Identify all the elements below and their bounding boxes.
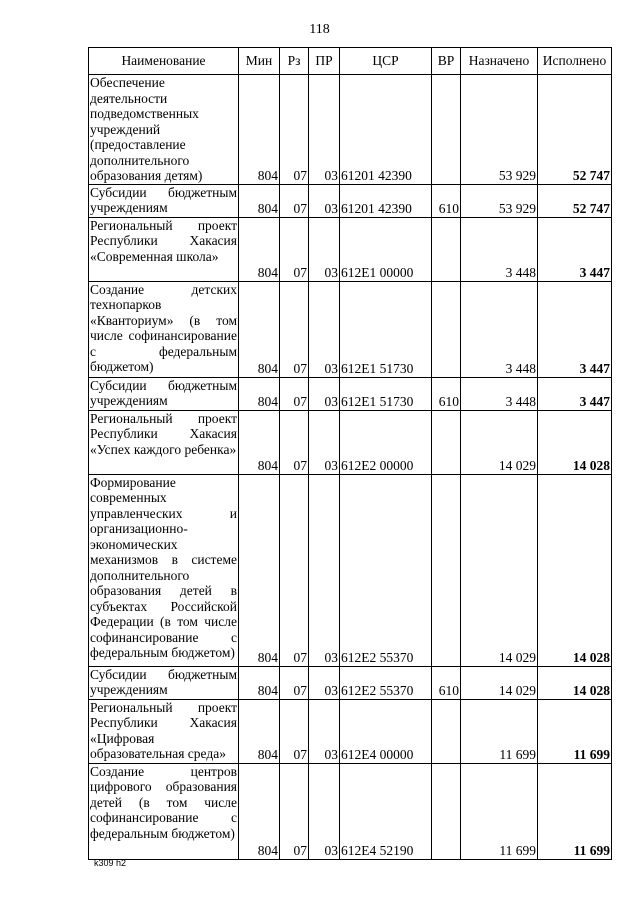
row-csr: 612Е4 00000 bbox=[340, 699, 432, 763]
header-csr: ЦСР bbox=[340, 48, 432, 75]
row-pr: 03 bbox=[309, 217, 340, 281]
row-pr: 03 bbox=[309, 75, 340, 185]
row-name: Субсидии бюджетным учреждениям bbox=[90, 666, 237, 697]
row-pr: 03 bbox=[309, 377, 340, 410]
row-pr: 03 bbox=[309, 184, 340, 217]
row-min: 804 bbox=[239, 666, 280, 699]
row-executed: 11 699 bbox=[538, 699, 612, 763]
row-vr: 610 bbox=[432, 184, 461, 217]
row-rz: 07 bbox=[280, 699, 309, 763]
row-rz: 07 bbox=[280, 281, 309, 377]
row-rz: 07 bbox=[280, 763, 309, 859]
row-assigned: 3 448 bbox=[461, 217, 538, 281]
row-assigned: 3 448 bbox=[461, 377, 538, 410]
table-row bbox=[89, 281, 612, 377]
row-name: Субсидии бюджетным учреждениям bbox=[90, 184, 237, 215]
row-executed: 3 447 bbox=[538, 281, 612, 377]
table-row bbox=[89, 377, 612, 410]
row-name: Региональный проект Республики Хакасия «Успех каждого ребенка» bbox=[89, 410, 239, 474]
row-vr bbox=[432, 474, 461, 666]
row-pr: 03 bbox=[309, 699, 340, 763]
row-vr bbox=[432, 410, 461, 474]
table-header-row bbox=[89, 48, 612, 75]
row-name: Региональный проект Республики Хакасия «Современная школа» bbox=[89, 217, 239, 281]
row-csr: 612Е1 51730 bbox=[340, 281, 432, 377]
row-csr: 612Е1 51730 bbox=[340, 377, 432, 410]
row-csr: 612Е2 55370 bbox=[340, 666, 432, 699]
row-pr: 03 bbox=[309, 666, 340, 699]
row-assigned: 11 699 bbox=[461, 699, 538, 763]
header-vr: ВР bbox=[432, 48, 461, 75]
row-executed: 3 447 bbox=[538, 377, 612, 410]
row-min: 804 bbox=[239, 281, 280, 377]
header-rz: Рз bbox=[280, 48, 309, 75]
row-vr bbox=[432, 217, 461, 281]
row-name: Субсидии бюджетным учреждениям bbox=[90, 377, 237, 408]
table-row bbox=[89, 184, 612, 217]
row-min: 804 bbox=[239, 763, 280, 859]
page-number: 118 bbox=[309, 22, 330, 37]
row-executed: 52 747 bbox=[538, 75, 612, 185]
document-code: k309 h2 bbox=[94, 858, 127, 868]
table-row bbox=[89, 410, 612, 474]
row-executed: 14 028 bbox=[538, 474, 612, 666]
budget-table bbox=[88, 47, 612, 860]
row-executed: 11 699 bbox=[538, 763, 612, 859]
row-csr: 612Е2 55370 bbox=[340, 474, 432, 666]
row-vr bbox=[432, 281, 461, 377]
row-csr: 612Е2 00000 bbox=[340, 410, 432, 474]
table-row bbox=[89, 699, 612, 763]
row-vr: 610 bbox=[432, 377, 461, 410]
row-name: Региональный проект Республики Хакасия «Цифровая образовательная среда» bbox=[90, 699, 237, 761]
row-assigned: 3 448 bbox=[461, 281, 538, 377]
row-rz: 07 bbox=[280, 75, 309, 185]
row-csr: 61201 42390 bbox=[340, 184, 432, 217]
header-min: Мин bbox=[239, 48, 280, 75]
row-min: 804 bbox=[239, 217, 280, 281]
row-min: 804 bbox=[239, 699, 280, 763]
row-pr: 03 bbox=[309, 474, 340, 666]
row-executed: 14 028 bbox=[538, 666, 612, 699]
row-assigned: 11 699 bbox=[461, 763, 538, 859]
table-row bbox=[89, 474, 612, 666]
header-pr: ПР bbox=[309, 48, 340, 75]
row-rz: 07 bbox=[280, 184, 309, 217]
table-row bbox=[89, 763, 612, 859]
row-assigned: 14 029 bbox=[461, 666, 538, 699]
row-pr: 03 bbox=[309, 281, 340, 377]
row-assigned: 14 029 bbox=[461, 410, 538, 474]
row-vr bbox=[432, 699, 461, 763]
row-csr: 612Е1 00000 bbox=[340, 217, 432, 281]
header-name: Наименование bbox=[89, 48, 239, 75]
row-name: Обеспечение деятельности подведомственных учреждений (предоставление дополнительного образования детям) bbox=[89, 75, 239, 185]
row-vr bbox=[432, 763, 461, 859]
row-vr bbox=[432, 75, 461, 185]
row-csr: 61201 42390 bbox=[340, 75, 432, 185]
row-pr: 03 bbox=[309, 763, 340, 859]
header-assigned: Назначено bbox=[461, 48, 538, 75]
row-min: 804 bbox=[239, 184, 280, 217]
row-assigned: 14 029 bbox=[461, 474, 538, 666]
row-min: 804 bbox=[239, 410, 280, 474]
table-row bbox=[89, 666, 612, 699]
row-rz: 07 bbox=[280, 666, 309, 699]
row-assigned: 53 929 bbox=[461, 184, 538, 217]
row-min: 804 bbox=[239, 474, 280, 666]
row-vr: 610 bbox=[432, 666, 461, 699]
table-row bbox=[89, 75, 612, 185]
row-pr: 03 bbox=[309, 410, 340, 474]
row-executed: 3 447 bbox=[538, 217, 612, 281]
row-rz: 07 bbox=[280, 410, 309, 474]
row-name: Создание центров цифрового образования детей (в том числе софинансирование с федеральным бюджетом) bbox=[89, 763, 239, 859]
row-executed: 14 028 bbox=[538, 410, 612, 474]
row-rz: 07 bbox=[280, 217, 309, 281]
row-assigned: 53 929 bbox=[461, 75, 538, 185]
header-executed: Исполнено bbox=[538, 48, 612, 75]
row-executed: 52 747 bbox=[538, 184, 612, 217]
row-csr: 612Е4 52190 bbox=[340, 763, 432, 859]
row-name: Создание детских технопарков «Кванториум» (в том числе софинансирование с федеральным бюджетом) bbox=[89, 281, 239, 377]
row-min: 804 bbox=[239, 75, 280, 185]
table-row bbox=[89, 217, 612, 281]
row-min: 804 bbox=[239, 377, 280, 410]
row-name: Формирование современных управленческих и организационно-экономических механизмов в системе дополнительного образования детей в субъектах Российской Федерации (в том числе софинансирование с федеральным бюджетом) bbox=[89, 474, 239, 666]
row-rz: 07 bbox=[280, 474, 309, 666]
row-rz: 07 bbox=[280, 377, 309, 410]
